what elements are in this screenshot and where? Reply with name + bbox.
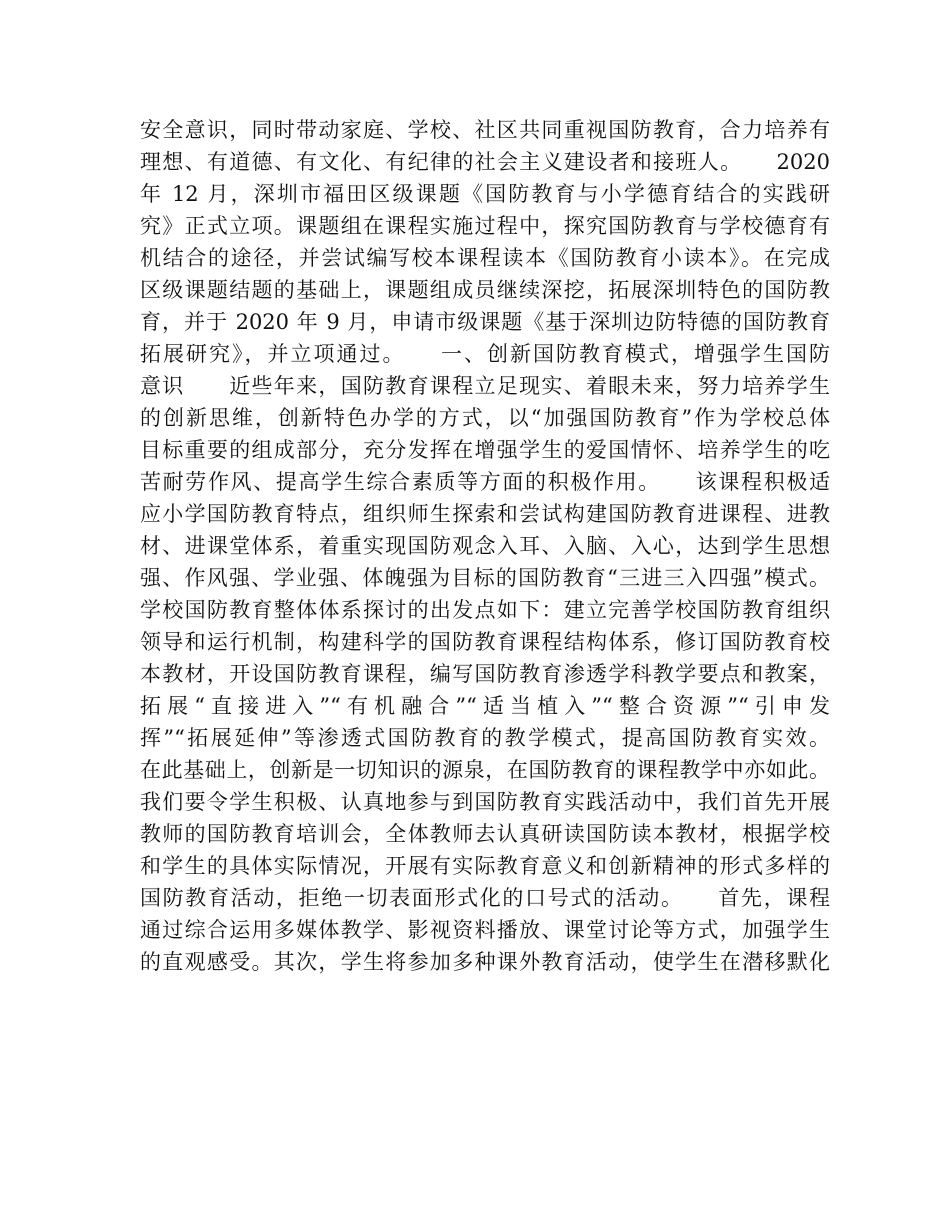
text-line: 育，并于 2020 年 9 月，申请市级课题《基于深圳边防特德的国防教育	[140, 310, 830, 334]
text-line: 教师的国防教育培训会，全体教师去认真研读国防读本教材，根据学校	[140, 822, 830, 846]
text-line: 在此基础上，创新是一切知识的源泉，在国防教育的课程教学中亦如此。	[140, 758, 830, 782]
text-line: 拓展“直接进入”“有机融合”“适当植入”“整合资源”“引申发	[140, 694, 830, 718]
text-line: 强、作风强、学业强、体魄强为目标的国防教育“三进三入四强”模式。	[140, 566, 830, 590]
text-line: 意识 近些年来，国防教育课程立足现实、着眼未来，努力培养学生	[140, 374, 830, 398]
text-line: 挥”“拓展延伸”等渗透式国防教育的教学模式，提高国防教育实效。	[140, 726, 830, 750]
text-line: 领导和运行机制，构建科学的国防教育课程结构体系，修订国防教育校	[140, 630, 830, 654]
text-line: 的直观感受。其次，学生将参加多种课外教育活动，使学生在潜移默化	[140, 950, 830, 974]
text-line: 拓展研究》，并立项通过。 一、创新国防教育模式，增强学生国防	[140, 342, 830, 366]
text-line: 苦耐劳作风、提高学生综合素质等方面的积极作用。 该课程积极适	[140, 470, 830, 494]
text-line: 学校国防教育整体体系探讨的出发点如下：建立完善学校国防教育组织	[140, 598, 830, 622]
text-line: 应小学国防教育特点，组织师生探索和尝试构建国防教育进课程、进教	[140, 502, 830, 526]
text-line: 究》正式立项。课题组在课程实施过程中，探究国防教育与学校德育有	[140, 214, 830, 238]
text-line: 机结合的途径，并尝试编写校本课程读本《国防教育小读本》。在完成	[140, 246, 830, 270]
text-line: 通过综合运用多媒体教学、影视资料播放、课堂讨论等方式，加强学生	[140, 918, 830, 942]
text-line: 我们要令学生积极、认真地参与到国防教育实践活动中，我们首先开展	[140, 790, 830, 814]
text-line: 的创新思维，创新特色办学的方式，以“加强国防教育”作为学校总体	[140, 406, 830, 430]
text-line: 理想、有道德、有文化、有纪律的社会主义建设者和接班人。 2020	[140, 150, 830, 174]
text-line: 安全意识，同时带动家庭、学校、社区共同重视国防教育，合力培养有	[140, 118, 830, 142]
text-line: 本教材，开设国防教育课程，编写国防教育渗透学科教学要点和教案，	[140, 662, 830, 686]
text-line: 国防教育活动，拒绝一切表面形式化的口号式的活动。 首先，课程	[140, 886, 830, 910]
text-line: 和学生的具体实际情况，开展有实际教育意义和创新精神的形式多样的	[140, 854, 830, 878]
text-line: 区级课题结题的基础上，课题组成员继续深挖，拓展深圳特色的国防教	[140, 278, 830, 302]
text-line: 材、进课堂体系，着重实现国防观念入耳、入脑、入心，达到学生思想	[140, 534, 830, 558]
body-text	[140, 114, 830, 978]
text-line: 年 12 月，深圳市福田区级课题《国防教育与小学德育结合的实践研	[140, 182, 830, 206]
text-line: 目标重要的组成部分，充分发挥在增强学生的爱国情怀、培养学生的吃	[140, 438, 830, 462]
